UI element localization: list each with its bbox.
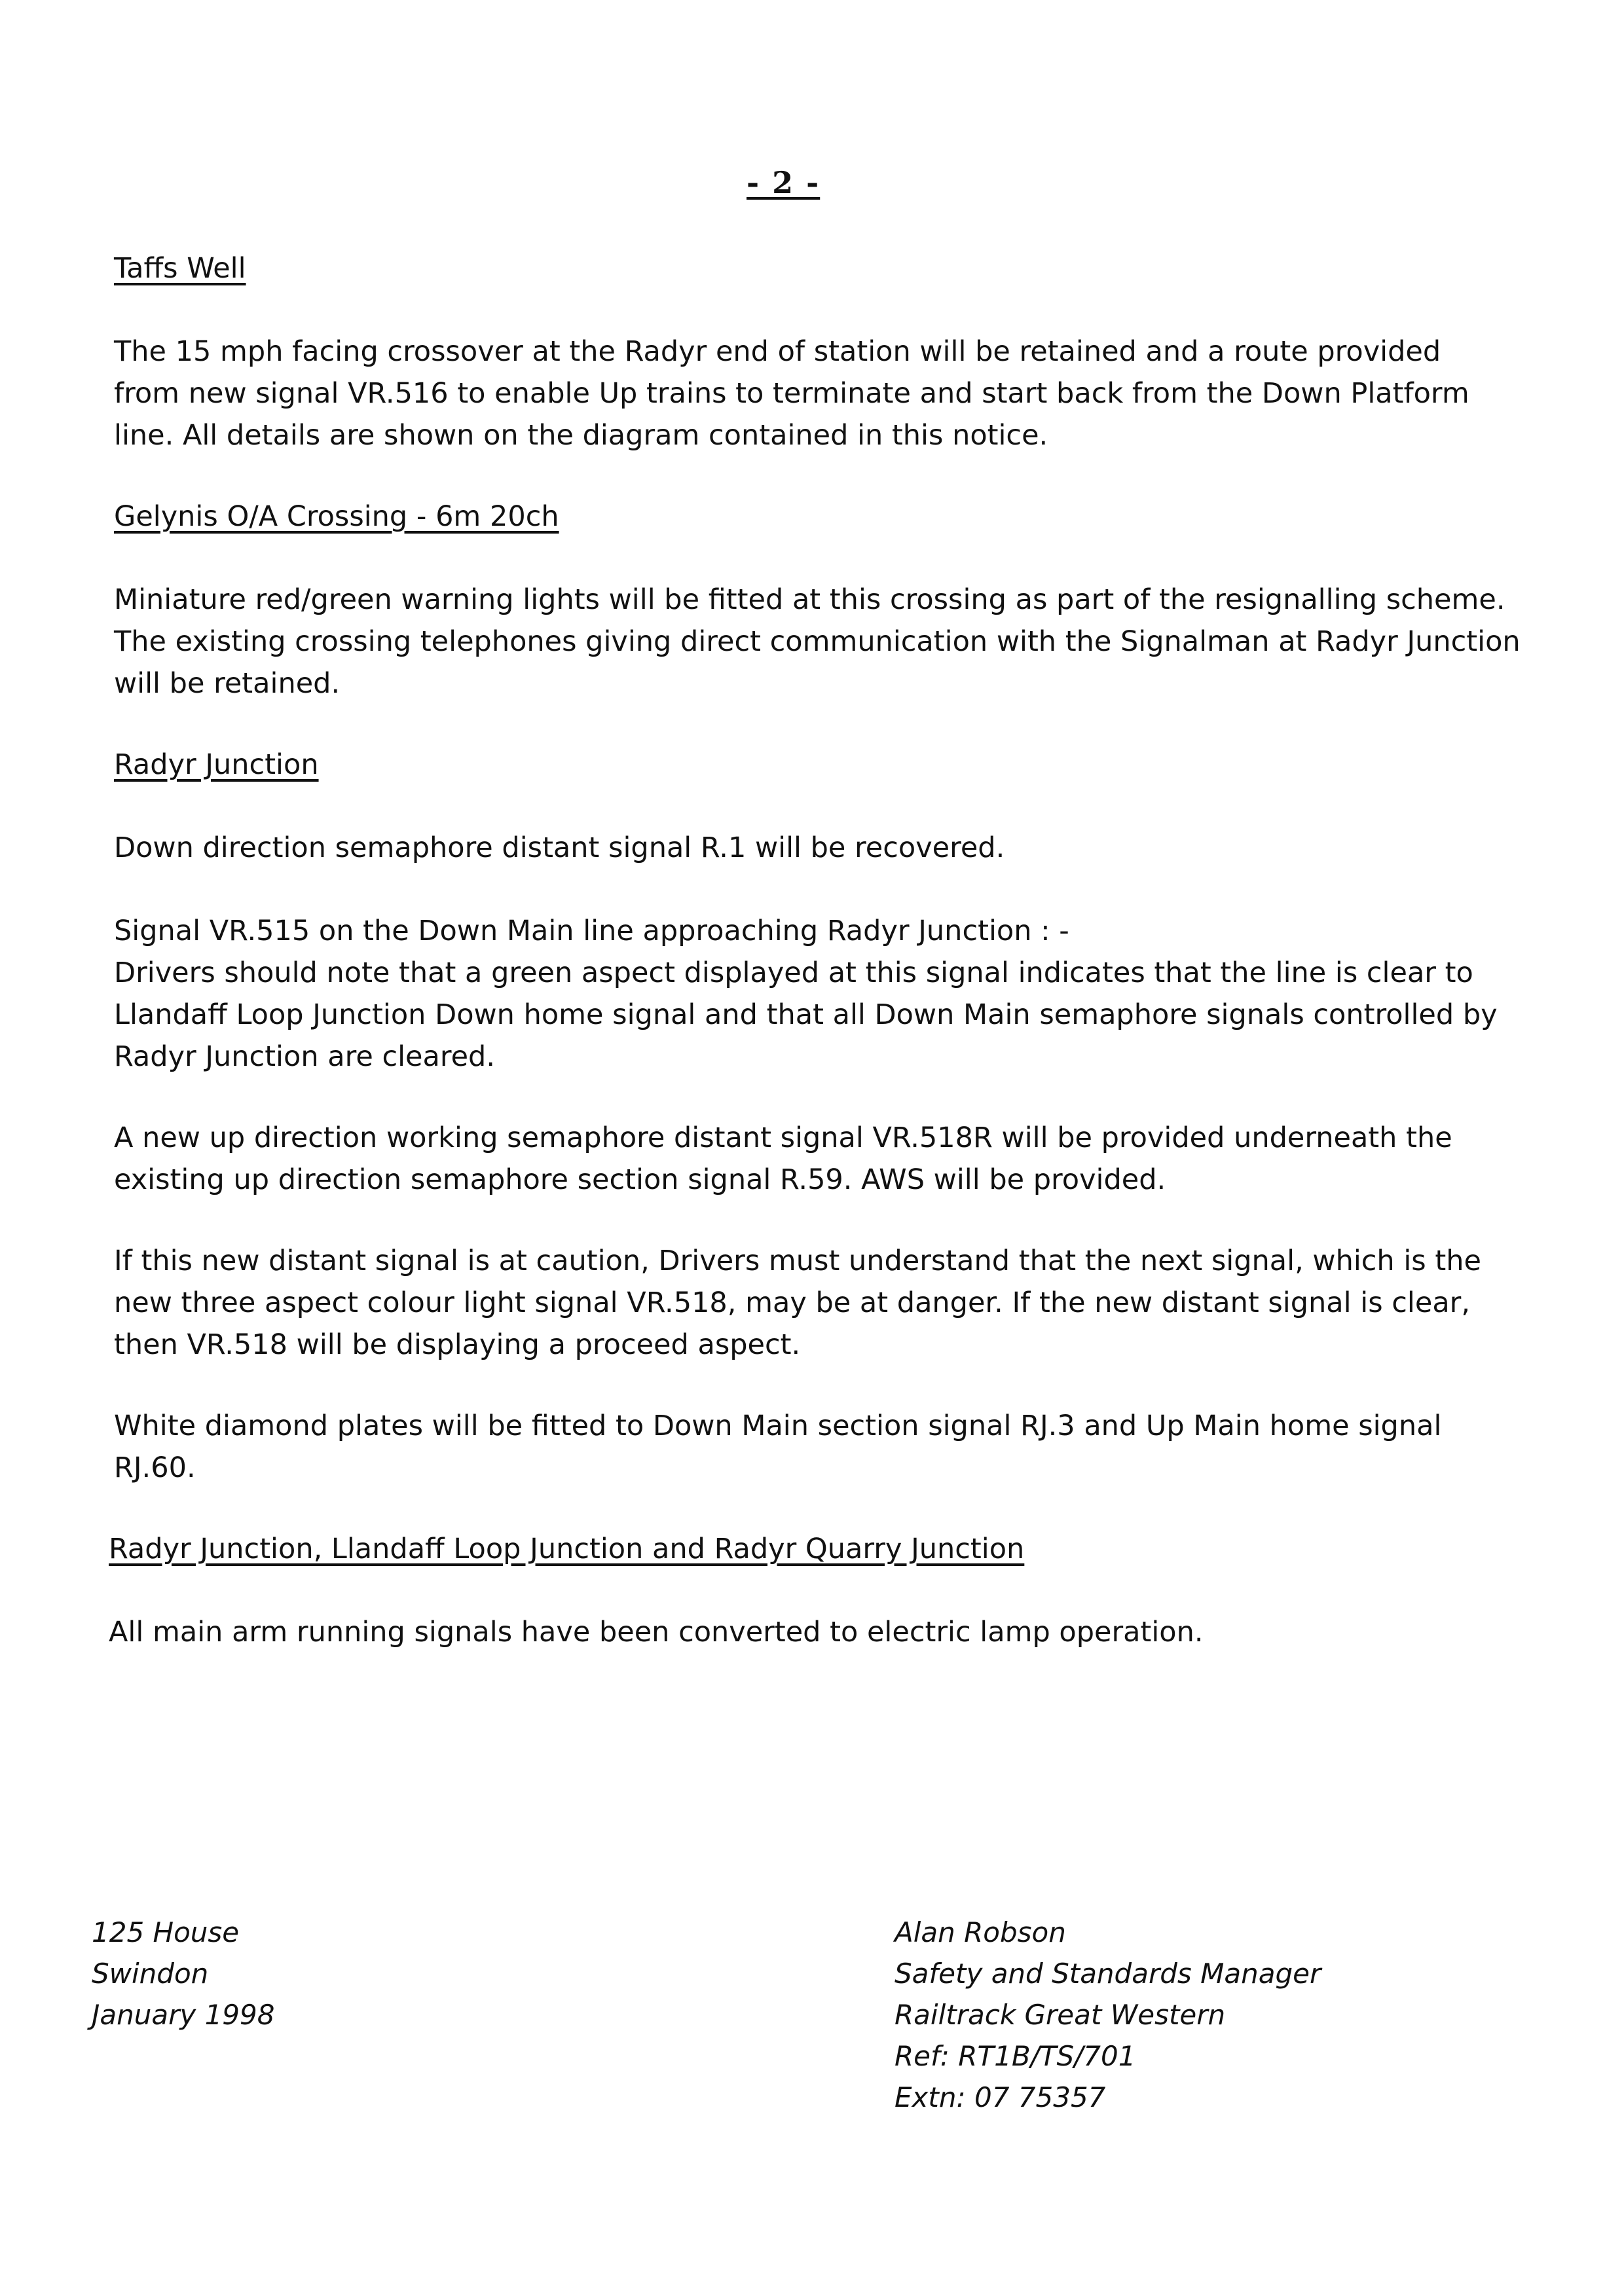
paragraph-line: new three aspect colour light signal VR.518, may be at danger. If the new distant signal is clear, [114, 1286, 1471, 1319]
footer-line: Safety and Standards Manager [895, 1958, 1321, 1990]
paragraph-line: All main arm running signals have been converted to electric lamp operation. [109, 1616, 1204, 1649]
paragraph-radyr-2 [114, 910, 1498, 1078]
paragraph-line: The 15 mph facing crossover at the Radyr end of station will be retained and a route provided [114, 335, 1441, 368]
section-heading-gelynis [114, 496, 1463, 538]
footer-signature [895, 1912, 1321, 2118]
paragraph-radyr-4 [114, 1240, 1481, 1366]
heading-text: Gelynis O/A Crossing - 6m 20ch [114, 500, 559, 533]
footer-line: Ref: RT1B/TS/701 [895, 2040, 1136, 2072]
paragraph-line: will be retained. [114, 667, 341, 700]
paragraph-radyr-5 [114, 1405, 1463, 1489]
heading-text: Radyr Junction [114, 748, 319, 781]
heading-text: Radyr Junction, Llandaff Loop Junction and Radyr Quarry Junction [109, 1533, 1025, 1565]
footer-line: Swindon [92, 1958, 209, 1990]
heading-text: Taffs Well [114, 252, 246, 285]
paragraph-line: from new signal VR.516 to enable Up trains to terminate and start back from the Down Platform [114, 377, 1469, 410]
footer-line: Alan Robson [895, 1916, 1066, 1948]
footer-line: Extn: 07 75357 [895, 2081, 1106, 2113]
paragraph-line: If this new distant signal is at caution, Drivers must understand that the next signal, which is the [114, 1245, 1481, 1277]
page-number: - 2 - [747, 165, 821, 200]
paragraph-line: Llandaff Loop Junction Down home signal and that all Down Main semaphore signals controlled by [114, 998, 1498, 1031]
footer-line: January 1998 [92, 1999, 275, 2031]
paragraph-line: Signal VR.515 on the Down Main line approaching Radyr Junction : - [114, 915, 1069, 947]
paragraph-line: Down direction semaphore distant signal R.1 will be recovered. [114, 831, 1005, 864]
paragraph-taffs-well [114, 331, 1469, 456]
footer-line: 125 House [92, 1916, 240, 1948]
paragraph-gelynis [114, 579, 1521, 704]
section-heading-combined [109, 1528, 1458, 1570]
paragraph-line: Miniature red/green warning lights will be fitted at this crossing as part of the resignalling scheme. [114, 583, 1505, 616]
paragraph-line: then VR.518 will be displaying a proceed aspect. [114, 1328, 801, 1361]
paragraph-line: existing up direction semaphore section signal R.59. AWS will be provided. [114, 1163, 1166, 1196]
paragraph-line: RJ.60. [114, 1451, 196, 1484]
paragraph-radyr-3 [114, 1117, 1463, 1201]
paragraph-line: Radyr Junction are cleared. [114, 1040, 495, 1073]
footer-address [92, 1912, 274, 2035]
paragraph-radyr-1 [114, 827, 1463, 869]
section-heading-taffs-well [114, 247, 1463, 289]
paragraph-combined [109, 1611, 1458, 1653]
footer-line: Railtrack Great Western [895, 1999, 1226, 2031]
paragraph-line: line. All details are shown on the diagram contained in this notice. [114, 419, 1048, 452]
paragraph-line: White diamond plates will be fitted to Down Main section signal RJ.3 and Up Main home signal [114, 1410, 1442, 1442]
paragraph-line: A new up direction working semaphore distant signal VR.518R will be provided underneath the [114, 1121, 1452, 1154]
paragraph-line: The existing crossing telephones giving direct communication with the Signalman at Radyr Junction [114, 625, 1521, 658]
paragraph-line: Drivers should note that a green aspect displayed at this signal indicates that the line is clear to [114, 957, 1473, 989]
section-heading-radyr-junction [114, 744, 1463, 786]
